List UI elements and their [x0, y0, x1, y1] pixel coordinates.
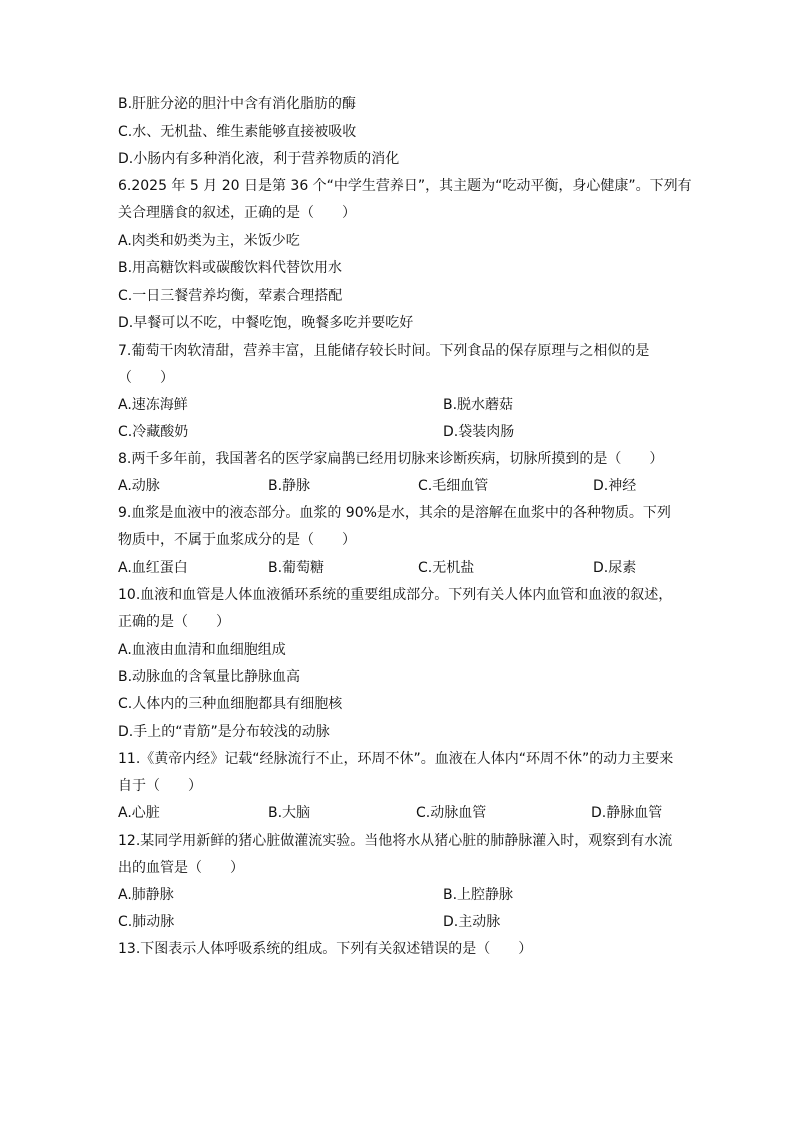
q8-stem-line1: 8.两千多年前，我国著名的医学家扁鹊已经用切脉来诊断疾病，切脉所摸到的是（ ） [118, 451, 664, 467]
q5-option-b: B.肝脏分泌的胆汁中含有消化脂肪的酶 [118, 96, 357, 112]
q10-stem-line2: 正确的是（ ） [118, 614, 230, 630]
q9-option-c: C.无机盐 [418, 560, 475, 576]
q6-stem-line1: 6.2025 年 5 月 20 日是第 36 个“中学生营养日”，其主题为“吃动平衡，身心健康”。下列有 [118, 178, 692, 194]
q7-stem-line2: （ ） [118, 370, 174, 386]
q6-option-a: A.肉类和奶类为主，米饭少吃 [118, 233, 300, 249]
q6-option-c: C.一日三餐营养均衡，荤素合理搭配 [118, 288, 343, 304]
q13-stem-line1: 13.下图表示人体呼吸系统的组成。下列有关叙述错误的是（ ） [118, 941, 533, 957]
q6-stem-line2: 关合理膳食的叙述，正确的是（ ） [118, 205, 356, 221]
q10-stem-line1: 10.血液和血管是人体血液循环系统的重要组成部分。下列有关人体内血管和血液的叙述， [118, 587, 673, 603]
q9-option-d: D.尿素 [593, 560, 637, 576]
q12-stem-line2: 出的血管是（ ） [118, 860, 244, 876]
q12-stem-line1: 12.某同学用新鲜的猪心脏做灌流实验。当他将水从猪心脏的肺静脉灌入时，观察到有水流 [118, 833, 673, 849]
q7-options-row1 [118, 395, 678, 415]
q8-options-row [118, 476, 678, 496]
q12-option-d: D.主动脉 [443, 914, 501, 930]
q12-options-row1 [118, 885, 678, 905]
q7-option-a: A.速冻海鲜 [118, 397, 188, 413]
q6-option-b: B.用高糖饮料或碳酸饮料代替饮用水 [118, 260, 343, 276]
q8-option-b: B.静脉 [268, 478, 311, 494]
q10-option-d: D.手上的“青筋”是分布较浅的动脉 [118, 724, 330, 740]
q9-options-row [118, 558, 678, 578]
q10-option-b: B.动脉血的含氧量比静脉血高 [118, 669, 301, 685]
q8-option-c: C.毛细血管 [418, 478, 489, 494]
q11-options-row [118, 803, 678, 823]
q7-options-row2 [118, 422, 678, 442]
q12-option-b: B.上腔静脉 [443, 887, 514, 903]
q11-option-d: D.静脉血管 [591, 805, 663, 821]
q8-option-a: A.动脉 [118, 478, 160, 494]
q12-option-c: C.肺动脉 [118, 914, 175, 930]
q11-option-c: C.动脉血管 [416, 805, 487, 821]
q12-options-row2 [118, 912, 678, 932]
q7-stem-line1: 7.葡萄干肉软清甜，营养丰富，且能储存较长时间。下列食品的保存原理与之相似的是 [118, 343, 650, 359]
q9-stem-line1: 9.血浆是血液中的液态部分。血浆的 90%是水，其余的是溶解在血浆中的各种物质。下列 [118, 505, 671, 521]
q10-option-c: C.人体内的三种血细胞都具有细胞核 [118, 696, 343, 712]
q11-stem-line1: 11.《黄帝内经》记载“经脉流行不止，环周不休”。血液在人体内“环周不休”的动力主要来 [118, 751, 674, 767]
q7-option-d: D.袋装肉肠 [443, 424, 515, 440]
q8-option-d: D.神经 [593, 478, 637, 494]
q5-option-d: D.小肠内有多种消化液，利于营养物质的消化 [118, 151, 400, 167]
q11-option-a: A.心脏 [118, 805, 160, 821]
q6-option-d: D.早餐可以不吃，中餐吃饱，晚餐多吃并要吃好 [118, 315, 414, 331]
q11-option-b: B.大脑 [268, 805, 311, 821]
q5-option-c: C.水、无机盐、维生素能够直接被吸收 [118, 124, 357, 140]
q7-option-b: B.脱水蘑菇 [443, 397, 514, 413]
q11-stem-line2: 自于（ ） [118, 778, 202, 794]
q9-option-b: B.葡萄糖 [268, 560, 325, 576]
q12-option-a: A.肺静脉 [118, 887, 174, 903]
q9-option-a: A.血红蛋白 [118, 560, 188, 576]
q10-option-a: A.血液由血清和血细胞组成 [118, 642, 286, 658]
q9-stem-line2: 物质中，不属于血浆成分的是（ ） [118, 532, 356, 548]
q7-option-c: C.冷藏酸奶 [118, 424, 189, 440]
